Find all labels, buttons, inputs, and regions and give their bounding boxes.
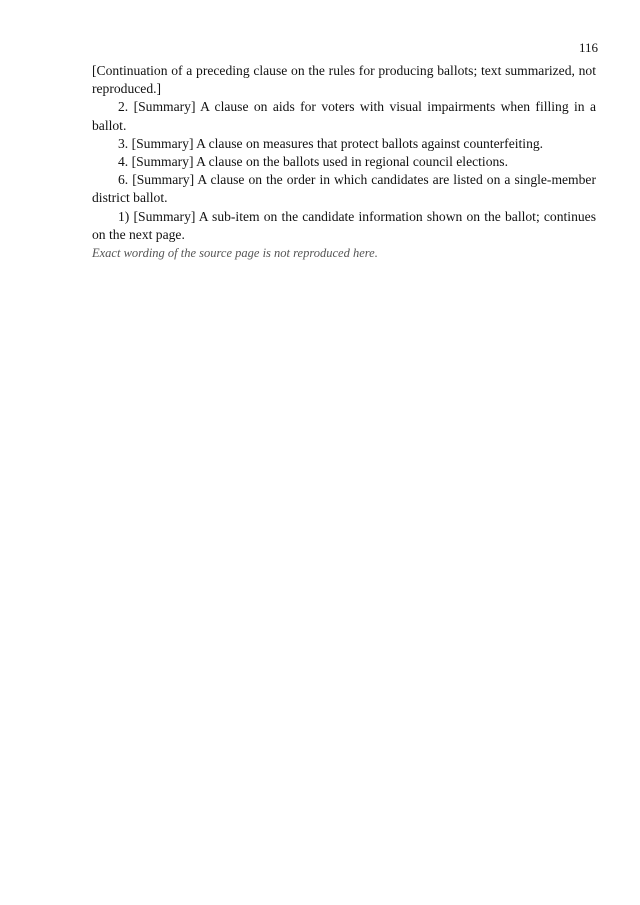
paragraph: 2. [Summary] A clause on aids for voters with visual impairments when filling in a ballot. [92,99,596,133]
paragraph: [Continuation of a preceding clause on the rules for producing ballots; text summarized, not reproduced.] [92,63,596,97]
paragraph: 1) [Summary] A sub-item on the candidate information shown on the ballot; continues on the next page. [92,208,596,242]
paragraph: 3. [Summary] A clause on measures that protect ballots against counterfeiting. [118,135,544,151]
paragraph: 6. [Summary] A clause on the order in which candidates are listed on a single-member district ballot. [92,172,596,206]
paragraph: 4. [Summary] A clause on the ballots used in regional council elections. [118,154,508,170]
summary-note: Exact wording of the source page is not reproduced here. [92,246,378,261]
page-body [92,62,596,262]
page-number: 116 [578,40,598,55]
